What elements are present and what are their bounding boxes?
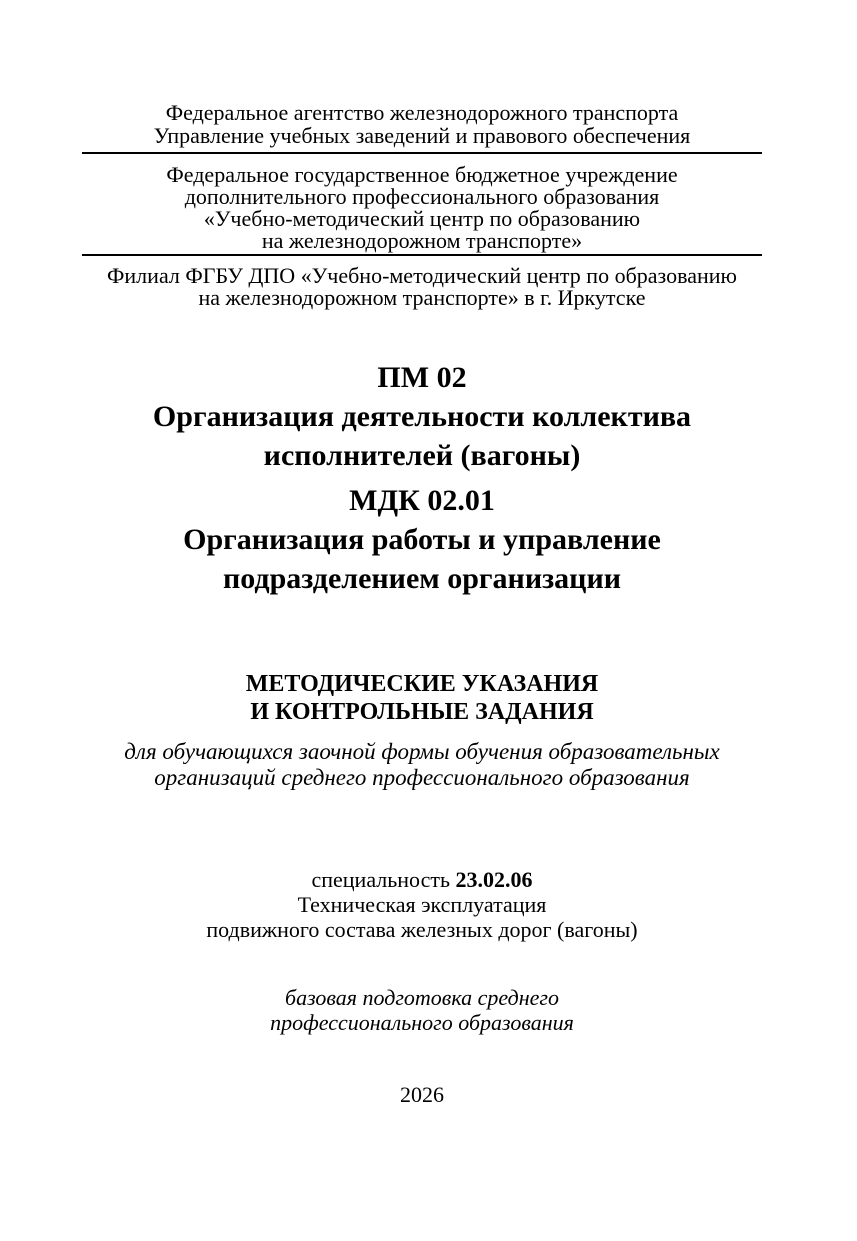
agency-header xyxy=(82,101,762,147)
training-level-line: базовая подготовка среднего xyxy=(285,985,559,1010)
branch-line: Филиал ФГБУ ДПО «Учебно-методический центр по образованию xyxy=(107,263,737,288)
training-level-line: профессионального образования xyxy=(270,1010,574,1035)
title-page-content xyxy=(82,0,762,1107)
branch-header xyxy=(82,265,762,309)
module-name-line: Организация деятельности коллектива xyxy=(152,400,692,433)
course-title xyxy=(82,481,762,598)
institution-line: «Учебно-методический центр по образованию xyxy=(203,206,641,231)
institution-line: Федеральное государственное бюджетное учреждение xyxy=(166,162,678,187)
specialty-code: 23.02.06 xyxy=(455,867,533,892)
specialty-block xyxy=(82,867,762,942)
specialty-code-line xyxy=(82,867,762,892)
separator-line xyxy=(82,254,762,256)
module-code: ПМ 02 xyxy=(377,361,467,394)
institution-line: на железнодорожном транспорте» xyxy=(261,228,583,253)
specialty-name-line: Техническая эксплуатация xyxy=(297,892,547,917)
module-title xyxy=(82,358,762,475)
specialty-label: специальность xyxy=(311,867,451,892)
course-code: МДК 02.01 xyxy=(349,484,495,517)
institution-header xyxy=(82,164,762,252)
training-level-block xyxy=(82,985,762,1035)
audience-line: организаций среднего профессионального образования xyxy=(154,765,690,790)
institution-line: дополнительного профессионального образования xyxy=(184,184,660,209)
audience-subtitle xyxy=(82,739,762,791)
audience-line: для обучающихся заочной формы обучения образовательных xyxy=(124,739,720,764)
course-name-line: подразделением организации xyxy=(222,562,622,595)
agency-line: Федеральное агентство железнодорожного транспорта xyxy=(165,100,679,125)
agency-line: Управление учебных заведений и правового обеспечения xyxy=(153,123,691,148)
specialty-name-line: подвижного состава железных дорог (вагоны) xyxy=(206,917,638,942)
document-type-line: МЕТОДИЧЕСКИЕ УКАЗАНИЯ xyxy=(245,671,599,697)
document-type-heading xyxy=(82,670,762,726)
branch-line: на железнодорожном транспорте» в г. Иркутске xyxy=(198,285,646,310)
document-type-line: И КОНТРОЛЬНЫЕ ЗАДАНИЯ xyxy=(250,699,594,725)
course-name-line: Организация работы и управление xyxy=(183,523,661,556)
module-name-line: исполнителей (вагоны) xyxy=(263,439,581,472)
separator-line xyxy=(82,152,762,154)
publication-year: 2026 xyxy=(400,1082,444,1107)
